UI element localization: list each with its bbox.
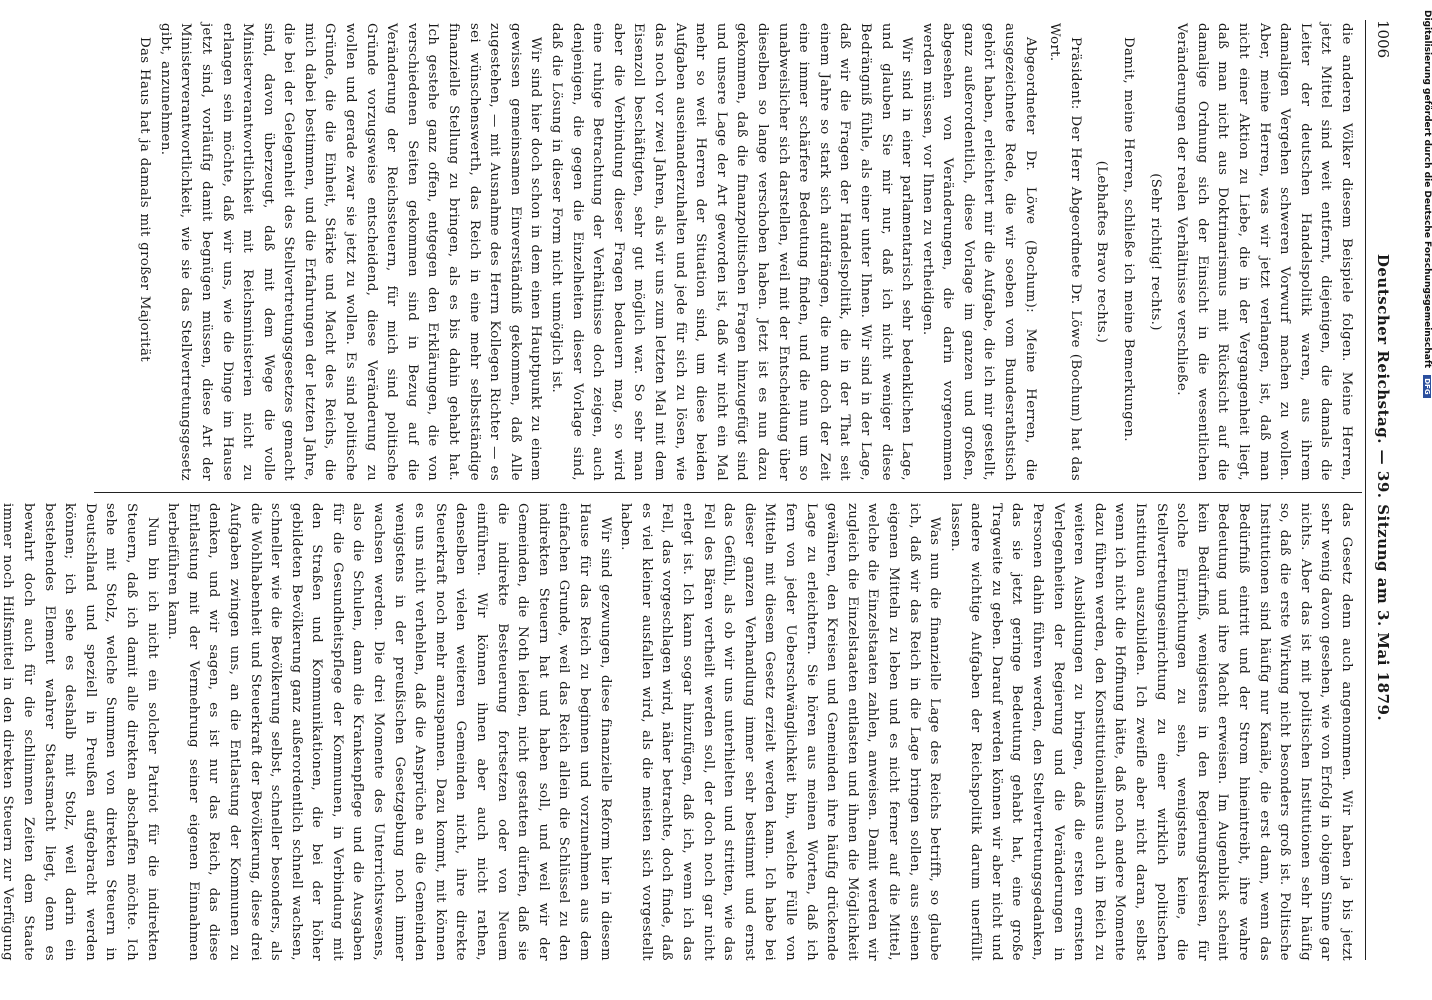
page-number: 1006 xyxy=(1374,20,1392,59)
column-divider xyxy=(94,492,1362,493)
paragraph: Wir sind in einer parlamentarisch sehr bedenklichen Lage, und glauben Sie mir nur, daß ich nicht weniger diese Bedrängniß fühle, als einer unter Ihnen. Wir sind in der Lage, daß wir die Fragen der Handelspolitik, die in der That seit einem Jahre so stark sich aufdrängen, die nun doch der Zeit eine immer schärfere Bedeutung finden, und die nun um so unabweislicher sich darstellen, weil mit der Entscheidung über dieselben so lange verschoben haben. Jetzt ist es nun dazu gekommen, daß die finanzpolitischen Fragen hinzugefügt sind und unsere Lage der Art geworden ist, daß wir nicht ein Mal mehr so weit Herren der Situation sind, um diese beiden Aufgaben auseinanderzuhalten und jede für sich zu lösen, wie das noch vor zwei Jahren, als wir uns zum letzten Mal mit dem Eisenzoll beschäftigten, sehr gut möglich war. So sehr man aber die Verbindung dieser Fragen bedauern mag, so wird eine ruhige Betrachtung der Verhältnisse doch zeigen, auch denjenigen, die gegen die Einzelheiten dieser Vorlage sind, daß die Lösung in dieser Form nicht unmöglich ist. xyxy=(549,23,915,481)
credit-text: Digitalisierung gefördert durch die Deutsche Forschungsgemeinschaft xyxy=(1422,10,1432,369)
interjection: (Lebhaftes Bravo rechts.) xyxy=(1094,160,1110,344)
page-header xyxy=(1366,20,1392,955)
digitization-credit xyxy=(1420,10,1432,610)
paragraph: Wir sind hier doch schon in dem einen Hauptpunkt zu einem gewissen gemeinsamen Einverständniß gekommen, daß Alle zugestehen, — mit Ausnahme des Herrn Kollegen Richter — es sei wünschenswerth, das Reich in eine mehr selbstständige finanzielle Stellung zu bringen, als es bis dahin gehabt hat. Ich gestehe ganz offen, entgegen den Erklärungen, die von verschiedenen Seiten gekommen sind in Bezug auf die Veränderung der Reichssteuern, für mich sind politische Gründe vorzugsweise entscheidend, diese Veränderung zu wollen und gerade zwar sie jetzt zu wollen. Es sind politische Gründe, die die Einheit, Stärke und Macht des Reichs, die mich dabei bestimmen, und die Erfahrungen der letzten Jahre, die bei der Gelegenheit des Stellvertretungsgesetzes gemacht sind, davon überzeugt, daß mit dem Wege die volle Ministerverantwortlichkeit mit Reichsministerien nicht zu erlangen sein möchte, daß wir uns, wie die Dinge im Hause jetzt sind, vorläufig damit begnügen müssen, diese Art der Ministerverantwortlichkeit, wie sie das Stellvertretungsgesetz gibt, anzunehmen. xyxy=(157,23,544,481)
interjection: (Sehr richtig! rechts.) xyxy=(1147,173,1163,331)
speaker-paragraph: Abgeordneter Dr. Löwe (Bochum): Meine Herren, die ausgezeichnete Rede, die wir soeben vom Bundesrathstisch gehört haben, erleichtert mir die Aufgabe, die ich mir gestellt, ganz außerordentlich, diese Vorlage im ganzen und großen, abgesehen von Veränderungen, die darin vorgenommen werden müssen, vor Ihnen zu vertheidigen. xyxy=(919,23,1038,481)
paragraph: Damit, meine Herren, schließe ich meine Bemerkungen. xyxy=(1121,37,1137,442)
paragraph: Wir sind gezwungen, diese finanzielle Reform hier in diesem Hause für das Reich zu beginnen und vorzunehmen aus dem einfachen Grunde, weil das Reich allein die Schlüssel zu den indirekten Steuern hat und haben soll, und weil wir der Gemeinden, die Noth leiden, nicht gestatten dürfen, daß sie die indirekte Besteuerung fortsetzen oder von Neuem einführen. Wir können ihnen aber auch nicht rathen, denselben vielen weiteren Gemeinden nicht, ihre direkte Steuerkraft noch mehr anzuspannen. Dazu kommt, mit können es uns nicht verhehlen, daß die Ansprüche an die Gemeinden wenigstens in der preußischen Gesetzgebung noch immer wachsen werden. Die drei Momente des Unterrichtswesens, also die Schulen, dann die Krankenpflege und die Ausgaben für die Gesundheitspflege der Kommunen, in Verbindung mit den Straßen und Kommunikationen, die bei der höher gebildeten Bevölkerung ganz außerordentlich schnell wachsen, schneller wie die Bevölkerung selbst, schneller besonders, als die Wohlhabenheit und Steuerkraft der Bevölkerung, diese drei Aufgaben zwingen uns, an die Entlastung der Kommunen zu denken, und wir sagen, es ist nur das Reich, das diese Entlastung mit der Vermehrung seiner eigenen Einnahmen herbeiführen kann. xyxy=(165,503,613,961)
paragraph: Das Haus hat ja damals mit großer Majorität xyxy=(137,37,153,362)
paragraph: Was nun die finanzielle Lage des Reichs betrifft, so glaube ich, daß wir das Reich in die Lage bringen sollen, aus seinen eigenen Mitteln zu leben und es nicht ferner auf die Mittel, welche die Einzelstaaten zahlen, anweisen. Damit werden wir zugleich die Einzelstaaten entlasten und ihnen die Möglichkeit gewähren, den Kreisen und Gemeinden ihre häufig drückende Lage zu erleichtern. Sie hören aus meinen Worten, daß ich fern von jeder Ueberschwänglichkeit bin, welche Fülle von Mitteln mit diesem Gesetz erzielt werden kann. Ich habe bei dieser ganzen Verhandlung immer sehr bestimmt und ernst das Gefühl, als ob wir uns unterhielten und stritten, wie das Fell des Bären vertheilt werden soll, der doch noch gar nicht erlegt ist. Ich kann sogar hinzufügen, daß ich, wenn ich das Fell, das vorgeschlagen wird, näher betrachte, doch finde, daß es viel kleiner ausfallen wird, als die meisten sich vorgestellt haben. xyxy=(618,503,943,961)
header-rule xyxy=(1365,20,1366,960)
paragraph: Nun bin ich nicht ein solcher Patriot für die indirekten Steuern, daß ich damit alle direkten abschaffen möchte. Ich sehe mit Stolz, welche Summen von direkten Steuern in Deutschland und speziell in Preußen aufgebracht werden können; ich sehe es deshalb mit Stolz, weil darin ein bestehendes Element wahrer Staatsmacht liegt, denn es bewahrt doch auch für die schlimmen Zeiten dem Staate immer noch Hilfsmittel in den direkten Steuern zur Verfügung xyxy=(0,503,160,961)
paragraph: das Gesetz denn auch angenommen. Wir haben ja bis jetzt sehr wenig davon gesehen, wie von Erfolg in obigem Sinne gar nichts. Aber das ist mit politischen Institutionen sehr häufig so, daß die erste Wirkung nicht besonders groß ist. Politische Institutionen sind häufig nur Kanäle, die erst dann, wenn das Bedürfniß eintritt und der Strom hineintreibt, ihre wahre Bedeutung und ihre Macht erweisen. Im Augenblick scheint kein Bedürfniß, wenigstens in den Regierungskreisen, für solche Einrichtungen zu sein, wenigstens keine, die Stellvertretungseinrichtung zu einer wirklich politischen Institution auszubilden. Ich zweifle aber nicht daran, selbst wenn ich nicht die Hoffnung hätte, daß noch andere Momente dazu führen werden, den Konstitutionalismus auch im Reich zu weiteren Ausbildungen zu bringen, daß die ersten ernsten Verlegenheiten der Regierung und die Veränderungen in Personen dahin führen werden, den Stellvertretungsgedanken, das sie jetzt geringe Bedeutung gehabt hat, eine große Tragweite zu geben. Darauf werden können wir aber nicht und andere wichtige Aufgaben der Reichspolitik darum unerfüllt lassen. xyxy=(947,503,1354,961)
paragraph: die anderen Völker diesem Beispiele folgen. Meine Herren, jetzt Mittel sind weit entfernt, diejenigen, die damals die Leiter der deutschen Handelspolitik waren, aus ihrem damaligen Vergehen schweren Vorwurf machen zu wollen. Aber, meine Herren, was wir jetzt verlangen, ist, daß man nicht einer Aktion zu Liebe, die in der Vergangenheit liegt, daß man nicht aus Doktrinarismus mit Rücksicht auf die damalige Ordnung sich der Einsicht in die wesentlichen Veränderungen der realen Verhältnisse verschließe. xyxy=(1174,23,1354,481)
speaker-paragraph: Präsident: Der Herr Abgeordnete Dr. Löwe (Bochum) hat das Wort. xyxy=(1047,23,1083,481)
text-column-left xyxy=(94,23,1356,481)
dfg-logo: DFG xyxy=(1423,375,1431,397)
running-title: Deutscher Reichstag. — 39. Sitzung am 3. Mai 1879. xyxy=(1374,253,1392,722)
text-column-right xyxy=(0,503,1356,961)
